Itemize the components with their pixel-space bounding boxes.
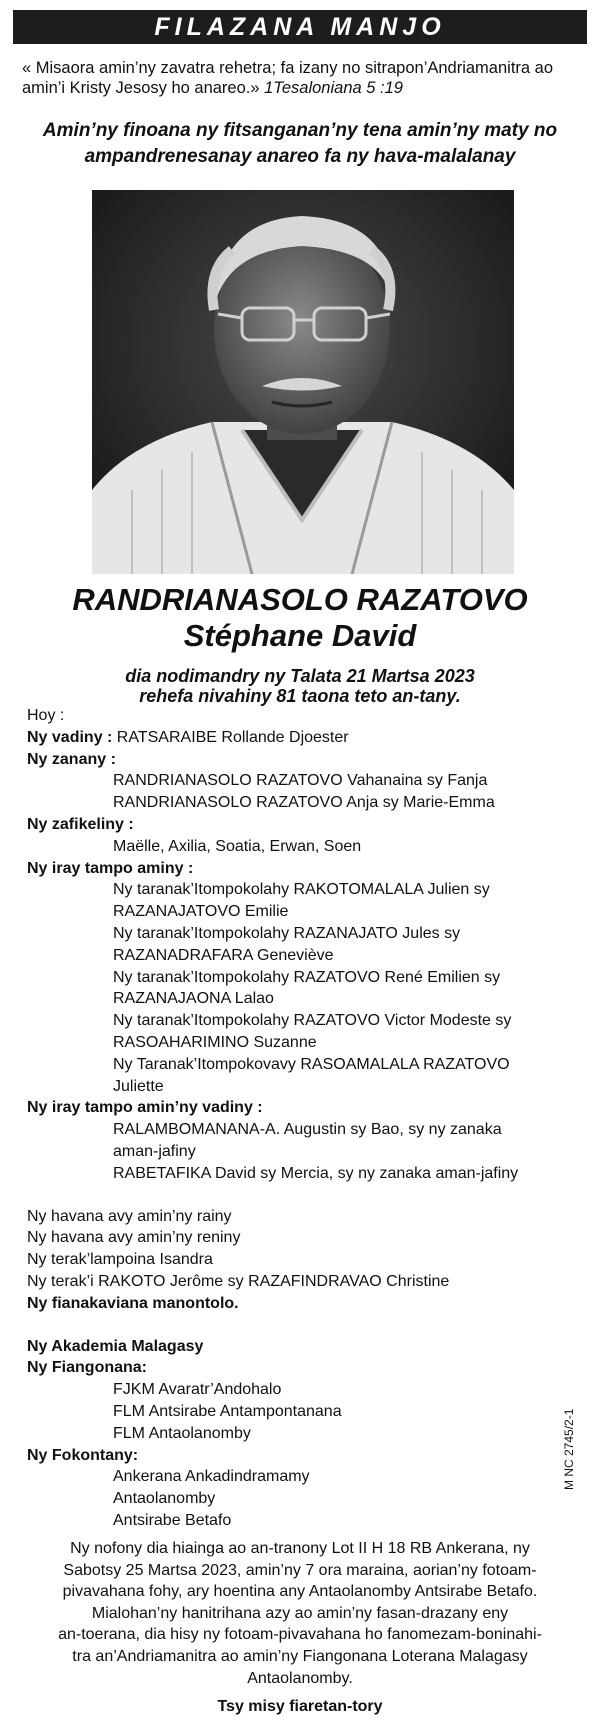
siblings-label: Ny iray tampo aminy : xyxy=(27,859,194,877)
spouse-name: RATSARAIBE Rollande Djoester xyxy=(112,728,349,746)
churches-label: Ny Fiangonana: xyxy=(27,1359,148,1377)
hoy-label: Hoy : xyxy=(27,707,65,724)
bible-quote xyxy=(22,58,578,98)
quote-text: « Misaora amin’ny zavatra rehetra; fa izany no sitrapon’Andriamanitra ao amin’i Kristy Jesosy ho anareo.» xyxy=(22,59,554,97)
list-item: Maëlle, Axilia, Soatia, Erwan, Soen xyxy=(113,837,362,855)
list-item: aman-jafiny xyxy=(113,1142,196,1160)
final-note: Tsy misy fiaretan-tory xyxy=(217,1698,383,1715)
grandchildren-label: Ny zafikeliny : xyxy=(27,815,134,833)
list-item: RALAMBOMANANA-A. Augustin sy Bao, sy ny zanaka xyxy=(113,1121,502,1139)
list-item: Ny taranak’Itompokolahy RAZATOVO Victor Modeste sy xyxy=(113,1012,512,1030)
death-line-2: rehefa nivahiny 81 taona teto an-tany. xyxy=(139,686,461,706)
neighbourhoods-label: Ny Fokontany: xyxy=(27,1446,139,1464)
portrait-illustration xyxy=(92,190,514,574)
reference-code: M NC 2745/2-1 xyxy=(562,1408,576,1490)
list-item: Ny havana avy amin’ny reniny xyxy=(27,1229,241,1247)
spacer xyxy=(27,1315,572,1336)
list-item: Antsirabe Betafo xyxy=(113,1511,232,1529)
list-item: RANDRIANASOLO RAZATOVO Anja sy Marie-Emma xyxy=(113,794,495,812)
funeral-notice xyxy=(22,1538,578,1689)
intro-line-1: Amin’ny finoana ny fitsanganan’ny tena amin’ny maty no xyxy=(42,120,558,141)
deceased-surname: RANDRIANASOLO RAZATOVO xyxy=(72,582,528,617)
notice-line: an-toerana, dia hisy ny fotoam-pivavahana ho fanomezam-boninahi- xyxy=(58,1626,542,1644)
list-item: Ny taranak’Itompokolahy RAKOTOMALALA Julien sy xyxy=(113,881,490,899)
children-label: Ny zanany : xyxy=(27,750,116,768)
intro-text xyxy=(20,118,580,170)
list-item: Ny taranak’Itompokolahy RAZATOVO René Emilien sy xyxy=(113,968,501,986)
list-item: RANDRIANASOLO RAZATOVO Vahanaina sy Fanja xyxy=(113,772,488,790)
header-title: FILAZANA MANJO xyxy=(154,12,446,41)
deceased-given-name: Stéphane David xyxy=(183,618,417,653)
list-item: Juliette xyxy=(113,1077,164,1095)
list-item: RAZANADRAFARA Geneviève xyxy=(113,946,334,964)
header-banner xyxy=(13,10,587,44)
death-info xyxy=(0,666,600,706)
whole-family: Ny fianakaviana manontolo. xyxy=(27,1294,239,1312)
spouse-siblings-label: Ny iray tampo amin’ny vadiny : xyxy=(27,1099,263,1117)
list-item: Ny havana avy amin’ny rainy xyxy=(27,1207,232,1225)
list-item: RAZANAJAONA Lalao xyxy=(113,990,274,1008)
notice-line: Ny nofony dia hiainga ao an-tranony Lot II H 18 RB Ankerana, ny xyxy=(70,1540,530,1557)
list-item: RABETAFIKA David sy Mercia, sy ny zanaka aman-jafiny xyxy=(113,1164,519,1182)
notice-line: pivavahana fohy, ary hoentina any Antaolanomby Antsirabe Betafo. xyxy=(62,1583,538,1601)
notice-line: Mialohan’ny hanitrihana azy ao amin’ny fasan-drazany eny xyxy=(91,1604,509,1622)
spouse-label: Ny vadiny : xyxy=(27,728,113,746)
notice-line: tra an’Andriamanitra ao amin’ny Fiangonana Loterana Malagasy xyxy=(72,1647,528,1665)
death-line-1: dia nodimandry ny Talata 21 Martsa 2023 xyxy=(125,666,475,686)
list-item: FLM Antaolanomby xyxy=(113,1424,251,1442)
spouse-row xyxy=(27,727,572,749)
family-list xyxy=(27,705,572,1532)
spacer xyxy=(27,1185,572,1206)
list-item: Antaolanomby xyxy=(113,1490,216,1508)
notice-line: Antaolanomby. xyxy=(247,1669,353,1687)
list-item: Ny Taranak’Itompokovavy RASOAMALALA RAZATOVO xyxy=(113,1055,510,1073)
list-item: Ankerana Ankadindramamy xyxy=(113,1468,310,1486)
quote-reference: 1Tesaloniana 5 :19 xyxy=(264,79,403,97)
list-item: Ny taranak’Itompokolahy RAZANAJATO Jules sy xyxy=(113,924,461,942)
list-item: RAZANAJATOVO Emilie xyxy=(113,903,289,921)
academy: Ny Akademia Malagasy xyxy=(27,1337,204,1355)
list-item: FJKM Avaratr’Andohalo xyxy=(113,1381,282,1399)
intro-line-2: ampandrenesanay anareo fa ny hava-malalanay xyxy=(84,146,516,167)
list-item: Ny terak’i RAKOTO Jerôme sy RAZAFINDRAVAO Christine xyxy=(27,1272,450,1290)
list-item: RASOAHARIMINO Suzanne xyxy=(113,1033,317,1051)
notice-line: Sabotsy 25 Martsa 2023, amin’ny 7 ora maraina, aorian’ny fotoam- xyxy=(63,1561,537,1579)
list-item: Ny terak’lampoina Isandra xyxy=(27,1251,213,1269)
portrait-photo xyxy=(92,190,514,574)
list-item: FLM Antsirabe Antampontanana xyxy=(113,1402,342,1420)
